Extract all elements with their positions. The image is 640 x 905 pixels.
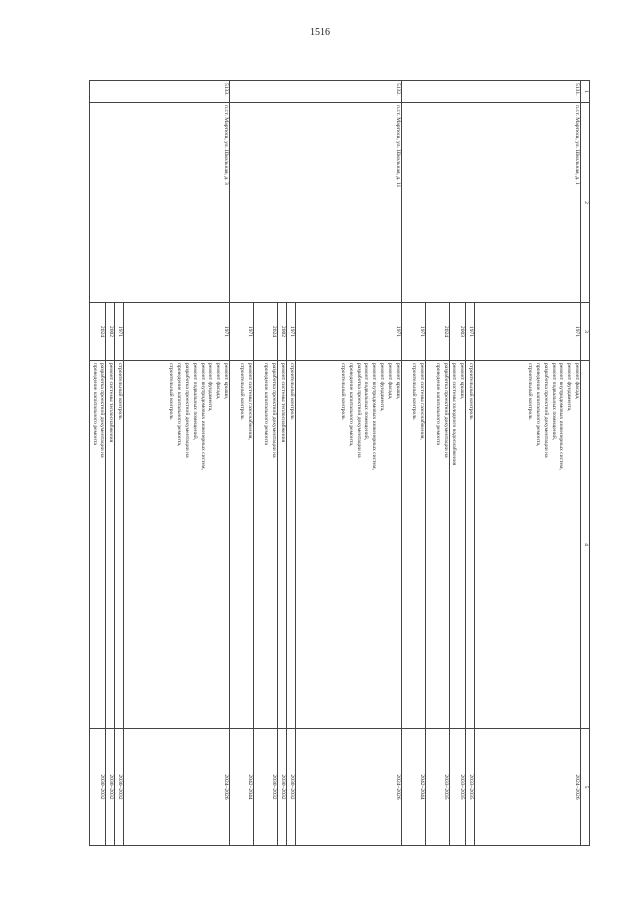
period-cell: 2033–2035 <box>425 729 449 846</box>
year-cell: 2024 <box>425 303 449 361</box>
header-row <box>581 81 590 846</box>
year-cell: 1971 <box>466 303 475 361</box>
year-cell: 2024 <box>254 303 278 361</box>
period-cell: 2042–2044 <box>230 729 254 846</box>
entry-number: 5133. <box>89 81 229 103</box>
period-cell: 2033–2035 <box>449 729 466 846</box>
period-cell: 2033–2035 <box>466 729 475 846</box>
table-row <box>475 81 581 846</box>
header-col-1: 1 <box>581 81 590 103</box>
year-cell: 1971 <box>124 303 230 361</box>
year-cell: 2002 <box>106 303 115 361</box>
period-cell: 2024–2026 <box>124 729 230 846</box>
entry-address: п.г.т. Мартюш, ул. Школьная, д. 11 <box>230 103 402 303</box>
period-cell: 2024–2026 <box>295 729 401 846</box>
year-cell: 2003 <box>449 303 466 361</box>
header-col-5: 5 <box>581 729 590 846</box>
header-col-3: 3 <box>581 303 590 361</box>
works-cell: строительный контроль <box>466 361 475 729</box>
year-cell: 1971 <box>295 303 401 361</box>
rotated-table-container <box>88 80 590 845</box>
period-cell: 2030–2032 <box>254 729 278 846</box>
works-cell: строительный контроль <box>115 361 124 729</box>
works-cell: ремонт крыши, ремонт системы холодного водоснабжения <box>449 361 466 729</box>
year-cell: 1971 <box>401 303 425 361</box>
entry-address: п.г.т. Мартюш, ул. Школьная, д. 3 <box>89 103 229 303</box>
works-cell: ремонт системы газоснабжения, строительный контроль <box>401 361 425 729</box>
period-cell: 2030–2032 <box>278 729 287 846</box>
works-cell: разработка проектной документации на проведение капитального ремонта <box>425 361 449 729</box>
header-col-2: 2 <box>581 103 590 303</box>
year-cell: 2024 <box>89 303 106 361</box>
period-cell: 2042–2044 <box>401 729 425 846</box>
table-row <box>124 81 230 846</box>
period-cell: 2030–2032 <box>115 729 124 846</box>
period-cell: 2030–2032 <box>106 729 115 846</box>
period-cell: 2030–2032 <box>89 729 106 846</box>
works-cell: ремонт фасада, ремонт фундамента, ремонт внутридомовых инженерных систем, ремонт подвальных помещений, разработка проектной документации на проведение капитального ремонта, строительный контроль <box>475 361 581 729</box>
works-cell: ремонт системы теплоснабжения <box>278 361 287 729</box>
works-cell: ремонт системы теплоснабжения <box>106 361 115 729</box>
page-number: 1516 <box>310 27 330 38</box>
works-cell: ремонт системы газоснабжения, строительный контроль <box>230 361 254 729</box>
year-cell: 2002 <box>278 303 287 361</box>
year-cell: 1971 <box>230 303 254 361</box>
table-row <box>295 81 401 846</box>
year-cell: 1971 <box>475 303 581 361</box>
works-cell: ремонт крыши, ремонт фасада, ремонт фундамента, ремонт внутридомовых инженерных систем, ремонт подвальных помещений, разработка проектной документации на проведение капитального ремонта, строительный контроль <box>124 361 230 729</box>
repair-schedule-table <box>89 80 590 846</box>
header-col-4: 4 <box>581 361 590 729</box>
year-cell: 1971 <box>286 303 295 361</box>
entry-number: 5132. <box>230 81 402 103</box>
year-cell: 1971 <box>115 303 124 361</box>
period-cell: 2030–2032 <box>286 729 295 846</box>
entry-number: 5131. <box>401 81 580 103</box>
works-cell: разработка проектной документации на проведение капитального ремонта <box>89 361 106 729</box>
works-cell: ремонт крыши, ремонт фасада, ремонт фундамента, ремонт внутридомовых инженерных систем, ремонт подвальных помещений, разработка проектной документации на проведение капитального ремонта, строительный контроль <box>295 361 401 729</box>
works-cell: строительный контроль <box>286 361 295 729</box>
entry-address: п.г.т. Мартюш, ул. Школьная, д. 1 <box>401 103 580 303</box>
works-cell: разработка проектной документации на проведение капитального ремонта <box>254 361 278 729</box>
period-cell: 2024–2026 <box>475 729 581 846</box>
